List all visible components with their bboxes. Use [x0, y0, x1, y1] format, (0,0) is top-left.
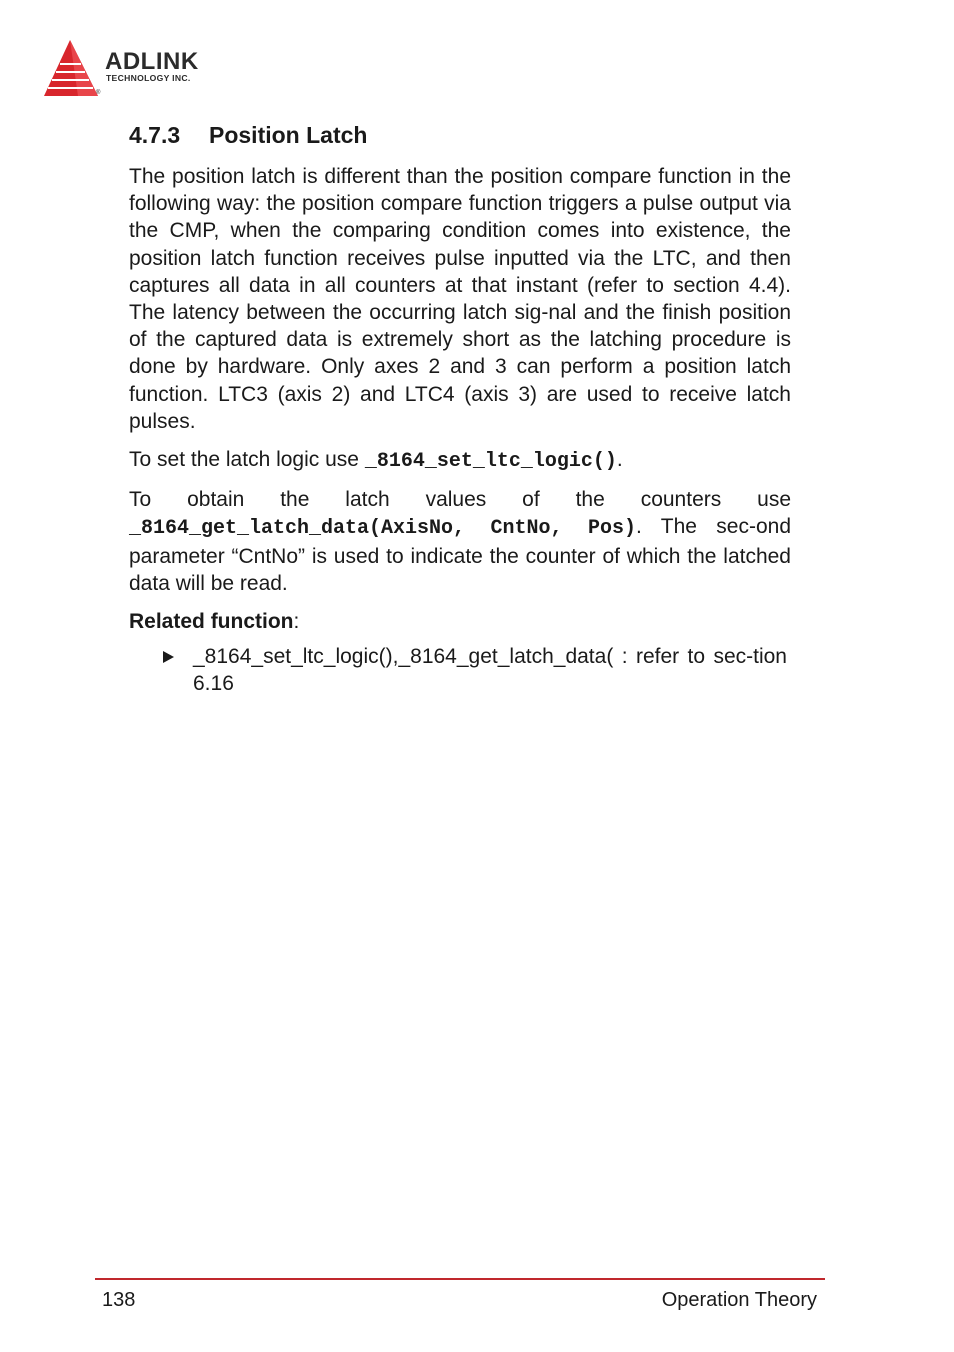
registered-mark: ® — [96, 90, 101, 96]
bullet-triangle-icon — [163, 651, 174, 663]
adlink-logo — [42, 38, 242, 100]
logo-subtitle-text: TECHNOLOGY INC. — [106, 73, 191, 83]
chapter-title: Operation Theory — [661, 1289, 817, 1311]
page-number: 138 — [102, 1289, 136, 1311]
section-title: Position Latch — [209, 122, 368, 148]
related-function-label: Related function — [129, 610, 294, 634]
paragraph-get-latch-end: . The sec-ond parameter “CntNo” is used to indicate the counter of which the latched data will be read. — [129, 515, 791, 595]
adlink-triangle-icon — [42, 38, 104, 100]
logo-brand-text: ADLINK — [105, 48, 199, 75]
paragraph-set-latch-end: . — [616, 448, 623, 472]
paragraph-get-latch — [129, 486, 791, 597]
paragraph-get-latch-text: To obtain the latch values of the counters use — [129, 488, 791, 512]
paragraph-intro: The position latch is different than the position compare function in the following way: the position compare function triggers a pulse output via the CMP, when the comparing condition comes into existence, the position latch function receives pulse inputted via the LTC, and then captures all data in all counters at that instant (refer to section 4.4). The latency between the occurring latch sig-nal and the finish position of the captured data is extremely short as the latching procedure is done by hardware. Only axes 2 and 3 can perform a position latch function. LTC3 (axis 2) and LTC4 (axis 3) are used to receive latch pulses. — [129, 165, 791, 433]
related-function-heading — [129, 608, 791, 635]
paragraph-set-latch-text: To set the latch logic use — [129, 448, 365, 472]
section-heading — [129, 118, 791, 152]
page-content — [129, 118, 791, 698]
related-function-item: _8164_set_ltc_logic(),_8164_get_latch_data( : refer to sec-tion 6.16 — [193, 645, 787, 696]
code-get-latch-data: _8164_get_latch_data(AxisNo, CntNo, Pos) — [129, 517, 637, 541]
related-function-colon: : — [293, 610, 300, 634]
section-number: 4.7.3 — [129, 122, 181, 148]
code-set-ltc-logic: _8164_set_ltc_logic() — [364, 450, 617, 474]
footer-divider — [95, 1278, 825, 1280]
list-item — [129, 643, 791, 697]
paragraph-set-latch — [129, 446, 791, 475]
